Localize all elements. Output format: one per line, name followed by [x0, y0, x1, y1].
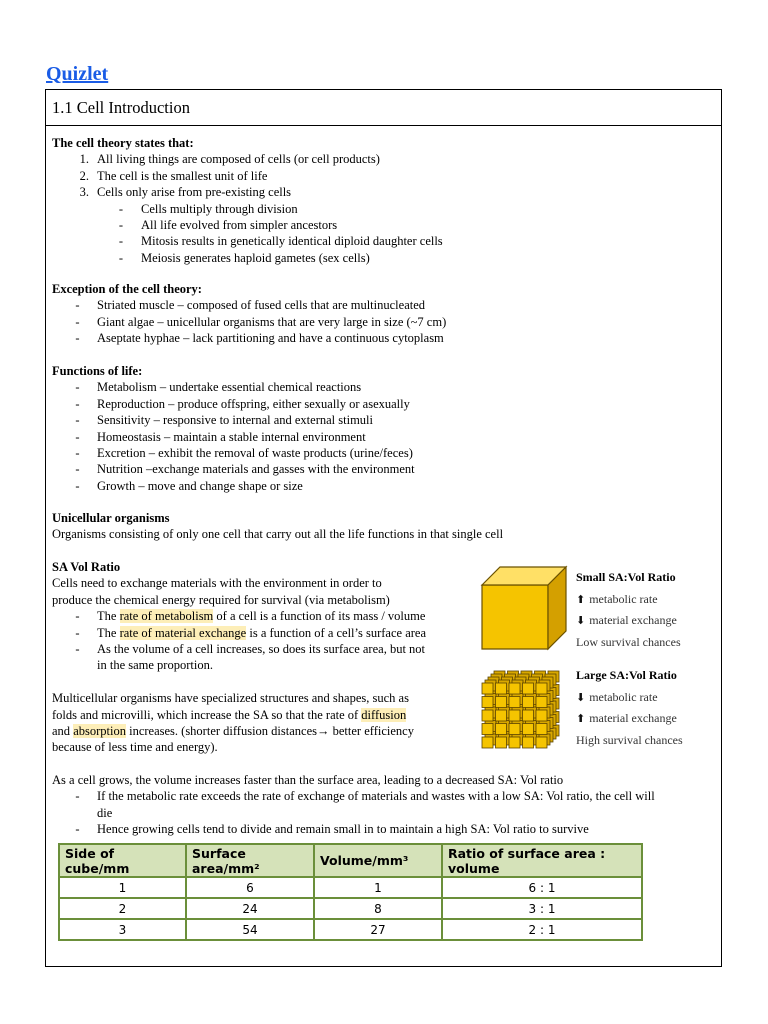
mini-cube: [509, 737, 520, 748]
mini-cube: [482, 683, 493, 694]
list-item: - Homeostasis – maintain a stable internal environment: [75, 429, 366, 444]
mini-cube: [536, 683, 547, 694]
unicellular-heading: Unicellular organisms: [52, 511, 170, 525]
paragraph-line: and absorption increases. (shorter diffusion distances→ better efficiency: [52, 723, 414, 738]
table-cell: 1: [59, 877, 186, 898]
functions-section: [52, 363, 415, 494]
mini-cube: [536, 737, 547, 748]
highlight: rate of metabolism: [119, 609, 214, 624]
unicellular-text: Organisms consisting of only one cell that carry out all the life functions in that single cell: [52, 527, 504, 542]
list-item: - The rate of metabolism of a cell is a function of its mass / volume: [75, 609, 426, 624]
mini-cube: [496, 724, 507, 735]
small-ratio-title: Small SA:Vol Ratio: [576, 570, 676, 584]
cell-theory-section: [52, 135, 443, 266]
exceptions-section: [52, 281, 446, 347]
table-cell: 3: [59, 919, 186, 940]
list-item: - Growth – move and change shape or size: [75, 478, 303, 493]
list-item: - Metabolism – undertake essential chemical reactions: [75, 380, 362, 395]
mini-cube: [496, 697, 507, 708]
mini-cube: [509, 710, 520, 721]
small-ratio-legend: Small SA:Vol Ratio ⬆ metabolic rate ⬇ material exchange Low survival chances: [576, 567, 681, 653]
table-row: [59, 919, 642, 940]
highlight: diffusion: [361, 707, 407, 722]
column-header: Surface area/mm²: [186, 844, 314, 877]
list-item: 3. Cells only arise from pre-existing cells: [79, 185, 292, 200]
down-arrow-icon: ⬇: [576, 614, 586, 627]
table-cell: 1: [314, 877, 442, 898]
list-item-continued: in the same proportion.: [97, 658, 213, 673]
table-cell: 6 : 1: [442, 877, 642, 898]
paragraph-line: As a cell grows, the volume increases faster than the surface area, leading to a decreased SA: Vol ratio: [52, 773, 564, 788]
list-item: - Aseptate hyphae – lack partitioning and have a continuous cytoplasm: [75, 331, 444, 346]
sub-list-item: - Cells multiply through division: [118, 201, 298, 216]
large-cube-grid-illustration: [476, 663, 568, 751]
list-item: - Giant algae – unicellular organisms that are very large in size (~7 cm): [75, 314, 447, 329]
up-arrow-icon: ⬆: [576, 592, 586, 606]
mini-cube: [496, 737, 507, 748]
table-row: [59, 877, 642, 898]
page-title: 1.1 Cell Introduction: [46, 90, 721, 126]
table-row: [59, 898, 642, 919]
cell-theory-heading: The cell theory states that:: [52, 136, 194, 150]
mini-cube: [536, 697, 547, 708]
mini-cube: [509, 724, 520, 735]
table-cell: 2 : 1: [442, 919, 642, 940]
list-item: - As the volume of a cell increases, so does its surface area, but not: [75, 641, 426, 656]
list-item: - Sensitivity – responsive to internal and external stimuli: [75, 413, 373, 428]
list-item-continued: die: [97, 805, 113, 820]
quizlet-link[interactable]: Quizlet: [46, 63, 109, 85]
sub-list-item: - All life evolved from simpler ancestors: [118, 217, 338, 232]
sub-list-item: - Meiosis generates haploid gametes (sex cells): [118, 250, 370, 265]
mini-cube: [496, 710, 507, 721]
small-cube-illustration: [476, 563, 568, 651]
list-item: 1. All living things are composed of cells (or cell products): [79, 152, 380, 167]
table-cell: 54: [186, 919, 314, 940]
list-item: - Excretion – exhibit the removal of waste products (urine/feces): [75, 445, 413, 460]
mini-cube: [536, 710, 547, 721]
table-cell: 2: [59, 898, 186, 919]
mini-cube: [523, 710, 534, 721]
down-arrow-icon: ⬇: [576, 690, 586, 704]
highlight: rate of material exchange: [119, 625, 247, 640]
sub-list-item: - Mitosis results in genetically identical diploid daughter cells: [118, 234, 443, 249]
mini-cube: [509, 683, 520, 694]
table-header-row: [59, 844, 642, 877]
column-header: Ratio of surface area : volume: [442, 844, 642, 877]
list-item: - Striated muscle – composed of fused cells that are multinucleated: [75, 298, 426, 313]
paragraph-line: Cells need to exchange materials with the environment in order to: [52, 576, 382, 591]
sa-vol-heading: SA Vol Ratio: [52, 560, 121, 574]
large-ratio-title: Large SA:Vol Ratio: [576, 668, 677, 682]
paragraph-line: Multicellular organisms have specialized structures and shapes, such as: [52, 691, 409, 706]
paragraph-line: folds and microvilli, which increase the SA so that the rate of diffusion: [52, 707, 407, 722]
mini-cube: [523, 697, 534, 708]
column-header: Side of cube/mm: [59, 844, 186, 877]
table-cell: 8: [314, 898, 442, 919]
table-cell: 6: [186, 877, 314, 898]
mini-cube: [523, 683, 534, 694]
mini-cube: [536, 724, 547, 735]
mini-cube: [523, 737, 534, 748]
paragraph-line: because of less time and energy).: [52, 740, 218, 755]
list-item: - Nutrition –exchange materials and gasses with the environment: [75, 462, 415, 477]
exceptions-heading: Exception of the cell theory:: [52, 282, 202, 296]
paragraph-line: produce the chemical energy required for survival (via metabolism): [52, 592, 390, 607]
list-item: - Hence growing cells tend to divide and remain small in to maintain a high SA: Vol ratio to survive: [75, 822, 589, 837]
list-item: 2. The cell is the smallest unit of life: [79, 168, 268, 183]
list-item: - If the metabolic rate exceeds the rate of exchange of materials and wastes with a low SA: Vol ratio, the cell will: [75, 789, 655, 804]
sa-volume-table: [58, 843, 643, 941]
table-cell: 24: [186, 898, 314, 919]
mini-cube: [482, 724, 493, 735]
unicellular-section: [52, 510, 503, 543]
mini-cube: [482, 737, 493, 748]
table-cell: 27: [314, 919, 442, 940]
mini-cube: [523, 724, 534, 735]
mini-cube: [496, 683, 507, 694]
list-item: - Reproduction – produce offspring, either sexually or asexually: [75, 396, 410, 411]
mini-cube: [509, 697, 520, 708]
table-cell: 3 : 1: [442, 898, 642, 919]
column-header: Volume/mm³: [314, 844, 442, 877]
up-arrow-icon: ⬆: [576, 712, 586, 725]
mini-cube: [482, 710, 493, 721]
functions-heading: Functions of life:: [52, 364, 143, 378]
large-ratio-legend: Large SA:Vol Ratio ⬇ metabolic rate ⬆ material exchange High survival chances: [576, 665, 683, 751]
mini-cube: [482, 697, 493, 708]
list-item: - The rate of material exchange is a function of a cell’s surface area: [75, 625, 427, 640]
highlight: absorption: [73, 723, 126, 738]
